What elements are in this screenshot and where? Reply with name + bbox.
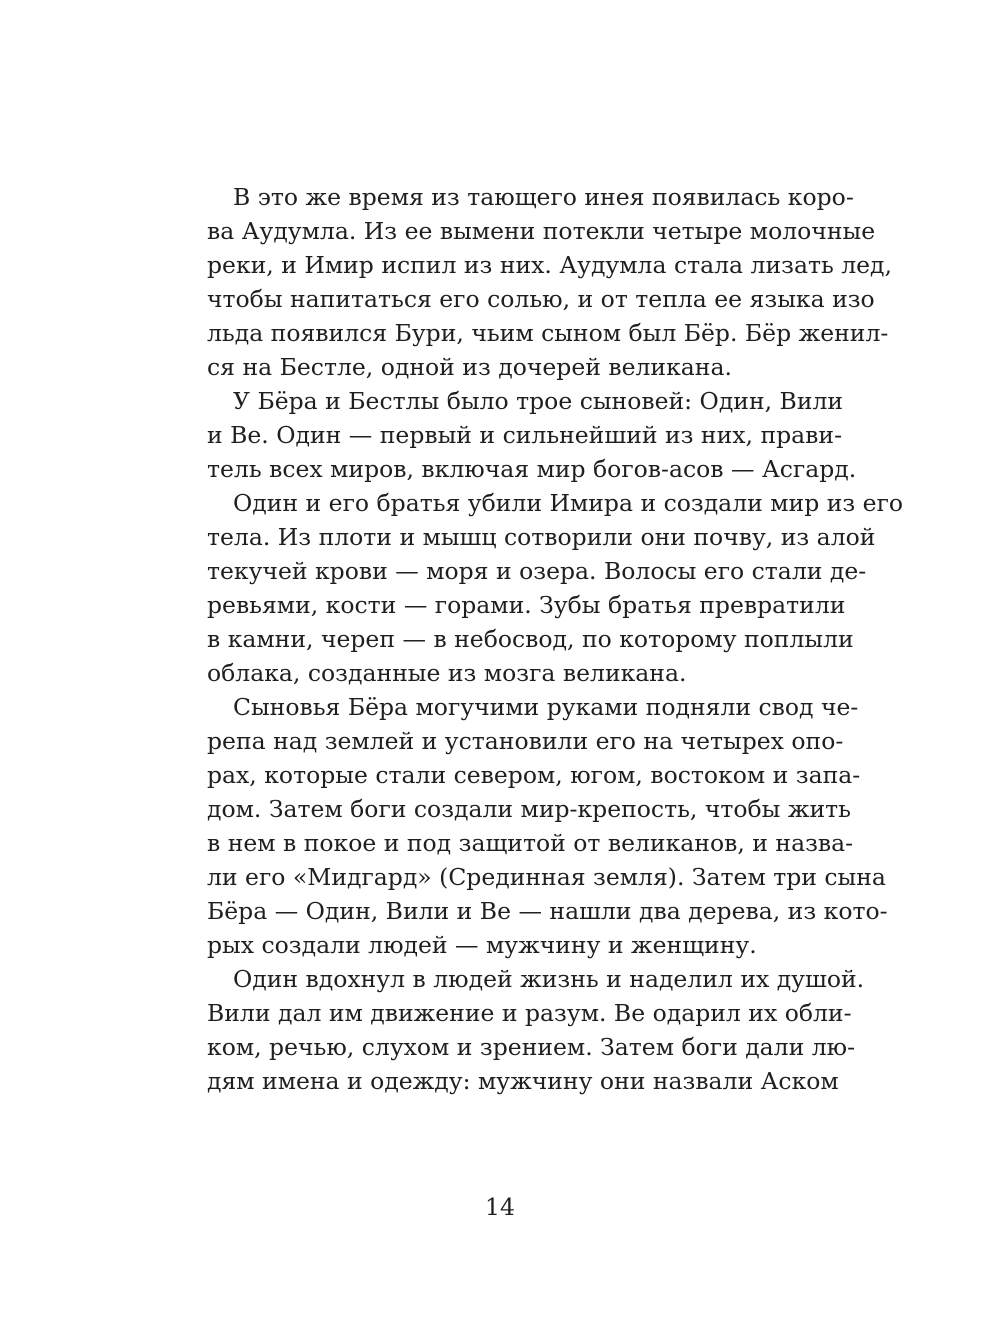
paragraph-3 — [207, 486, 904, 690]
text-line: В это же время из тающего инея появилась коро- — [233, 183, 854, 211]
text-line: тель всех миров, включая мир богов-асов — Асгард. — [207, 455, 857, 483]
text-line: в камни, череп — в небосвод, по которому поплыли — [207, 625, 854, 653]
text-line: Бёра — Один, Вили и Ве — нашли два дерева, из кото- — [207, 897, 888, 925]
text-line: рых создали людей — мужчину и женщину. — [207, 931, 757, 959]
text-line: ком, речью, слухом и зрением. Затем боги дали лю- — [207, 1033, 856, 1061]
text-line: рах, которые стали севером, югом, востоком и запа- — [207, 761, 861, 789]
text-line: репа над землей и установили его на четырех опо- — [207, 727, 844, 755]
text-line: и Ве. Один — первый и сильнейший из них, прави- — [207, 421, 843, 449]
text-line: облака, созданные из мозга великана. — [207, 659, 687, 687]
text-line: дям имена и одежду: мужчину они назвали Аском — [207, 1067, 839, 1095]
text-line: ревьями, кости — горами. Зубы братья превратили — [207, 591, 846, 619]
text-line: текучей крови — моря и озера. Волосы его стали де- — [207, 557, 867, 585]
text-line: ли его «Мидгард» (Срединная земля). Затем три сына — [207, 863, 886, 891]
text-line: льда появился Бури, чьим сыном был Бёр. Бёр женил- — [207, 319, 889, 347]
text-line: ся на Бестле, одной из дочерей великана. — [207, 353, 732, 381]
text-line: Вили дал им движение и разум. Ве одарил их обли- — [207, 999, 852, 1027]
text-line: в нем в покое и под защитой от великанов, и назва- — [207, 829, 854, 857]
text-line: чтобы напитаться его солью, и от тепла ее языка изо — [207, 285, 875, 313]
text-line: тела. Из плоти и мышц сотворили они почву, из алой — [207, 523, 876, 551]
paragraph-4 — [207, 690, 888, 962]
text-line: У Бёра и Бестлы было трое сыновей: Один, Вили — [233, 387, 844, 415]
paragraph-1 — [207, 180, 892, 384]
text-line: дом. Затем боги создали мир-крепость, чтобы жить — [207, 795, 851, 823]
text-line: Сыновья Бёра могучими руками подняли свод че- — [233, 693, 859, 721]
body-text — [207, 180, 904, 1098]
text-line: ва Аудумла. Из ее вымени потекли четыре молочные — [207, 217, 876, 245]
text-line: Один и его братья убили Имира и создали мир из его — [233, 489, 904, 517]
page-number: 14 — [485, 1193, 515, 1221]
paragraph-2 — [207, 384, 857, 486]
text-line: реки, и Имир испил из них. Аудумла стала лизать лед, — [207, 251, 892, 279]
paragraph-5 — [207, 962, 865, 1098]
text-line: Один вдохнул в людей жизнь и наделил их душой. — [233, 965, 865, 993]
